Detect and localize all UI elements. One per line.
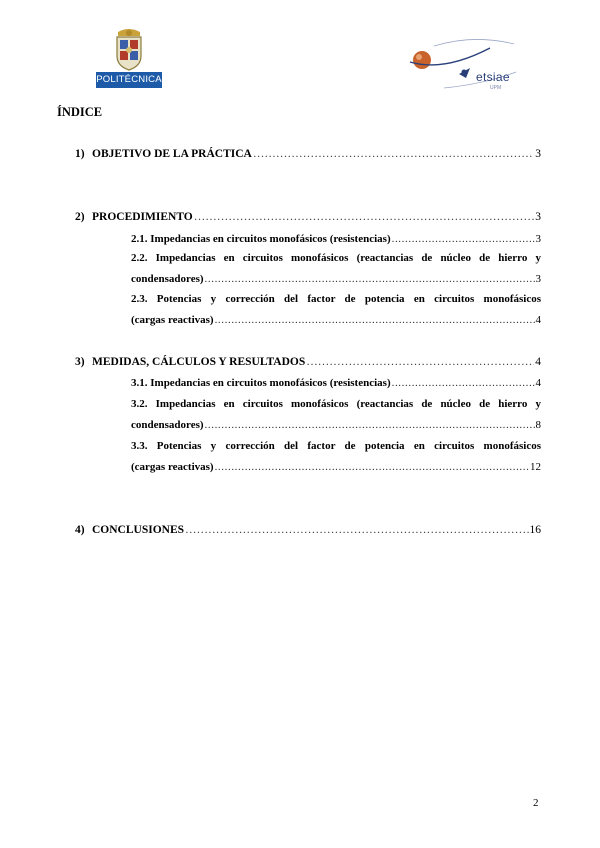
upm-logo xyxy=(96,28,162,88)
toc-leader xyxy=(205,273,535,286)
toc-entry-title: 3.1. Impedancias en circuitos monofásicos (resistencias) xyxy=(131,377,391,389)
toc-leader xyxy=(253,148,534,161)
toc-page-number: 8 xyxy=(535,419,541,431)
toc-entry-2[interactable] xyxy=(75,211,541,224)
toc-page-number: 3 xyxy=(535,233,541,245)
toc-page-number: 3 xyxy=(535,211,541,223)
toc-entry-3-3-line1[interactable]: 3.3. Potencias y corrección del factor de potencia en circuitos monofásicos xyxy=(131,440,541,452)
toc-entry-2-3[interactable] xyxy=(131,314,541,327)
etsiae-logo-subtext: UPM xyxy=(490,85,502,91)
toc-entry-3-2[interactable] xyxy=(131,419,541,432)
toc-leader xyxy=(215,461,529,474)
toc-entry-title: condensadores) xyxy=(131,419,204,431)
toc-leader xyxy=(392,233,535,246)
toc-entry-title: CONCLUSIONES xyxy=(92,524,185,536)
toc-entry-title: (cargas reactivas) xyxy=(131,461,214,473)
page-number: 2 xyxy=(533,797,539,809)
toc-leader xyxy=(205,419,535,432)
toc-entry-3[interactable] xyxy=(75,356,541,369)
toc-page-number: 4 xyxy=(535,377,541,389)
toc-entry-3-1[interactable] xyxy=(131,377,541,390)
toc-leader xyxy=(392,377,535,390)
upm-logo-text: POLITÉCNICA xyxy=(96,72,162,88)
toc-entry-title: PROCEDIMIENTO xyxy=(92,211,193,223)
toc-leader xyxy=(194,211,535,224)
toc-page-number: 16 xyxy=(529,524,541,536)
toc-entry-2-2-line1[interactable]: 2.2. Impedancias en circuitos monofásicos (reactancias de núcleo de hierro y xyxy=(131,252,541,264)
index-heading: ÍNDICE xyxy=(57,105,103,119)
toc-leader xyxy=(185,524,528,537)
toc-leader xyxy=(215,314,535,327)
toc-page-number: 4 xyxy=(535,314,541,326)
toc-page-number: 4 xyxy=(535,356,541,368)
toc-entry-2-2[interactable] xyxy=(131,273,541,286)
etsiae-logo xyxy=(404,38,520,92)
toc-entry-title: condensadores) xyxy=(131,273,204,285)
toc-entry-4[interactable] xyxy=(75,524,541,537)
toc-entry-number: 3) xyxy=(75,356,85,368)
toc-entry-2-3-line1[interactable]: 2.3. Potencias y corrección del factor de potencia en circuitos monofásicos xyxy=(131,293,541,305)
etsiae-logo-text: etsiae xyxy=(476,70,510,84)
toc-page-number: 12 xyxy=(530,461,541,473)
toc-page-number: 3 xyxy=(535,148,541,160)
toc-leader xyxy=(306,356,534,369)
toc-entry-2-1[interactable] xyxy=(131,233,541,246)
toc-entry-1[interactable] xyxy=(75,148,541,161)
toc-entry-3-3[interactable] xyxy=(131,461,541,474)
toc-entry-title: (cargas reactivas) xyxy=(131,314,214,326)
toc-entry-title: OBJETIVO DE LA PRÁCTICA xyxy=(92,148,252,160)
toc-entry-title: MEDIDAS, CÁLCULOS Y RESULTADOS xyxy=(92,356,306,368)
toc-entry-number: 1) xyxy=(75,148,85,160)
toc-entry-title: 2.1. Impedancias en circuitos monofásicos (resistencias) xyxy=(131,233,391,245)
toc-entry-3-2-line1[interactable]: 3.2. Impedancias en circuitos monofásicos (reactancias de núcleo de hierro y xyxy=(131,398,541,410)
upm-crest-icon xyxy=(96,28,162,72)
toc-page-number: 3 xyxy=(535,273,541,285)
toc-entry-number: 4) xyxy=(75,524,85,536)
toc-entry-number: 2) xyxy=(75,211,85,223)
